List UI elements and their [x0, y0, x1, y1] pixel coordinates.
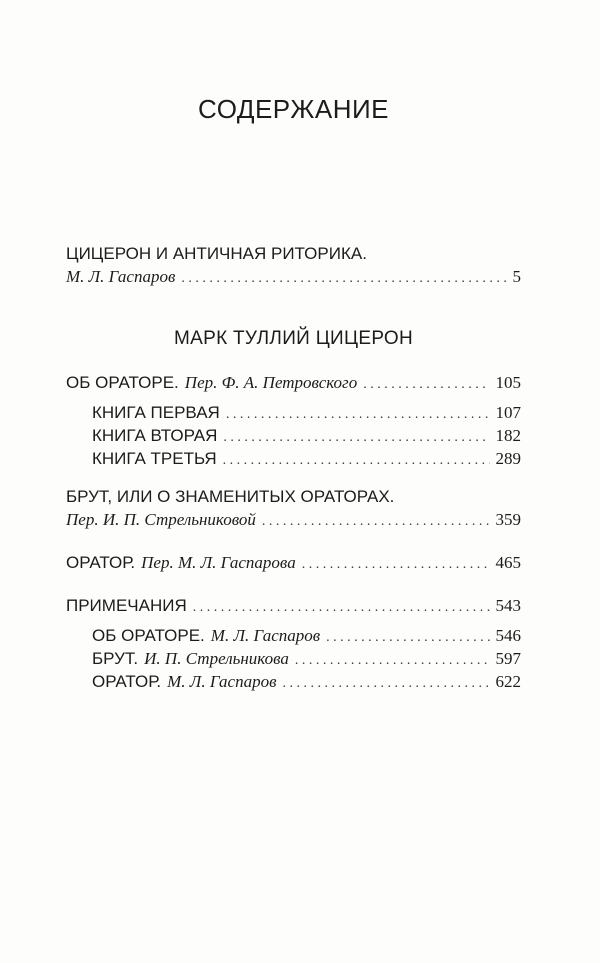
toc-entry-orator[interactable]	[66, 552, 521, 574]
entry-title: КНИГА ПЕРВАЯ	[92, 403, 220, 422]
page-title: СОДЕРЖАНИЕ	[197, 94, 389, 124]
toc-entry-intro-title[interactable]	[66, 243, 521, 265]
entry-author: М. Л. Гаспаров	[66, 267, 176, 286]
entry-title: ОРАТОР.	[92, 672, 162, 691]
entry-title: ОБ ОРАТОРЕ.	[92, 626, 205, 645]
page-number: 105	[495, 373, 521, 392]
toc-entry-notes[interactable]	[66, 595, 521, 617]
toc-entry-notes-brutus[interactable]	[92, 648, 521, 670]
page-number: 597	[495, 649, 521, 668]
entry-author: И. П. Стрельникова	[144, 649, 289, 668]
dot-leader	[283, 673, 490, 695]
entry-title: ЦИЦЕРОН И АНТИЧНАЯ РИТОРИКА.	[66, 244, 367, 263]
dot-leader	[181, 268, 506, 290]
dot-leader	[223, 450, 490, 472]
table-of-contents	[66, 0, 521, 963]
dot-leader	[193, 597, 490, 619]
entry-translator: Пер. М. Л. Гаспарова	[141, 553, 296, 572]
toc-entry-intro-author[interactable]	[66, 266, 521, 288]
entry-title: ОБ ОРАТОРЕ.	[66, 373, 179, 392]
page-number: 107	[495, 403, 521, 422]
page-number: 543	[495, 596, 521, 615]
toc-entry-book-1[interactable]	[92, 402, 521, 424]
page-number: 622	[495, 672, 521, 691]
entry-translator: Пер. И. П. Стрельниковой	[66, 510, 256, 529]
entry-author: М. Л. Гаспаров	[210, 626, 321, 645]
toc-entry-de-oratore[interactable]	[66, 372, 521, 394]
entry-title: ПРИМЕЧАНИЯ	[66, 596, 187, 615]
entry-translator: Пер. Ф. А. Петровского	[184, 373, 358, 392]
toc-entry-brutus-translator[interactable]	[66, 509, 521, 531]
toc-entry-brutus-title[interactable]	[66, 486, 521, 508]
toc-entry-book-2[interactable]	[92, 425, 521, 447]
dot-leader	[326, 627, 489, 649]
toc-entry-notes-orator[interactable]	[92, 671, 521, 693]
toc-entry-notes-de-oratore[interactable]	[92, 625, 521, 647]
section-heading-author: МАРК ТУЛЛИЙ ЦИЦЕРОН	[174, 328, 413, 349]
dot-leader	[363, 374, 489, 396]
page-number: 465	[495, 553, 521, 572]
toc-entry-book-3[interactable]	[92, 448, 521, 470]
page-number: 182	[495, 426, 521, 445]
entry-title: БРУТ.	[92, 649, 139, 668]
page-number: 5	[512, 267, 521, 286]
entry-author: М. Л. Гаспаров	[167, 672, 277, 691]
page-number: 359	[495, 510, 521, 529]
dot-leader	[223, 427, 489, 449]
entry-title: БРУТ, ИЛИ О ЗНАМЕНИТЫХ ОРАТОРАХ.	[66, 487, 395, 506]
entry-title: КНИГА ТРЕТЬЯ	[92, 449, 217, 468]
entry-title: ОРАТОР.	[66, 553, 136, 572]
dot-leader	[302, 554, 490, 576]
page-number: 546	[495, 626, 521, 645]
dot-leader	[295, 650, 490, 672]
page-number: 289	[495, 449, 521, 468]
entry-title: КНИГА ВТОРАЯ	[92, 426, 218, 445]
dot-leader	[226, 404, 490, 426]
dot-leader	[262, 511, 490, 533]
